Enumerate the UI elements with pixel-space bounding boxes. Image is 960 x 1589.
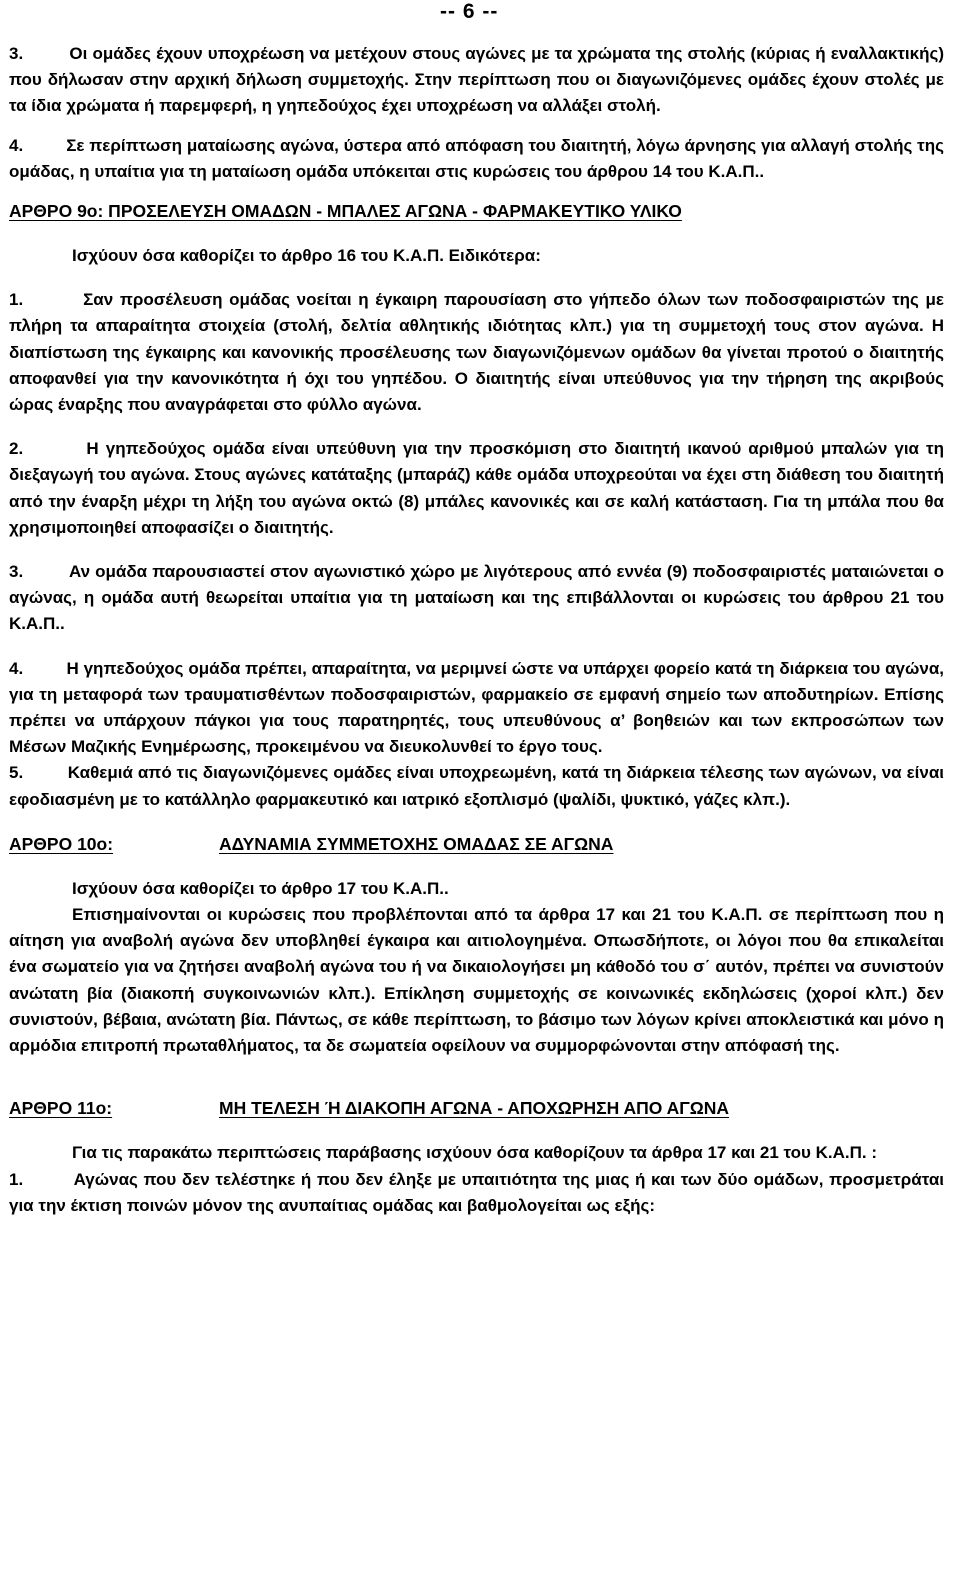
article-11-heading [9,1095,944,1122]
article-11-title: ΜΗ ΤΕΛΕΣΗ Ή ΔΙΑΚΟΠΗ ΑΓΩΝΑ - ΑΠΟΧΩΡΗΣΗ ΑΠΟ ΑΓΩΝΑ [219,1098,730,1119]
page-number: -- 6 -- [440,0,499,23]
article-9-item-2: 2. Η γηπεδούχος ομάδα είναι υπεύθυνη για την προσκόμιση στο διαιτητή ικανού αριθμού μπαλών για τη διεξαγωγή του αγώνα. Στους αγώνες κατάταξης (μπαράζ) κάθε ομάδα υποχρεούται να έχει στη διάθεση του διαιτητή από την έναρξη μέχρι τη λήξη του αγώνα οκτώ (8) μπάλες κανονικές και σε καλή κατάσταση. Για τη μπάλα που θα χρησιμοποιηθεί αποφασίζει ο διαιτητής. [9,439,944,537]
article-9-item-1: 1. Σαν προσέλευση ομάδας νοείται η έγκαιρη παρουσίαση στο γήπεδο όλων των ποδοσφαιριστών της με πλήρη τα απαραίτητα στοιχεία (στολή, δελτία αθλητικής ιδιότητας κλπ.) για τη συμμετοχή τους στον αγώνα. Η διαπίστωση της έγκαιρης και κανονικής προσέλευσης των διαγωνιζόμενων ομάδων θα γίνεται προτού ο διαιτητής αποφανθεί για την κανονικότητα ή όχι του γηπέδου. Ο διαιτητής είναι υπεύθυνος για την τήρηση της ακριβούς ώρας έναρξης που αναγράφεται στο φύλλο αγώνα. [9,290,944,415]
document-body [9,41,944,1219]
article-9-title: ΑΡΘΡΟ 9ο: ΠΡΟΣΕΛΕΥΣΗ ΟΜΑΔΩΝ - ΜΠΑΛΕΣ ΑΓΩΝΑ - ΦΑΡΜΑΚΕΥΤΙΚΟ ΥΛΙΚΟ [9,201,682,222]
article-11-label: ΑΡΘΡΟ 11ο: [9,1098,113,1119]
article-9-heading [9,198,944,225]
article-9-intro: Ισχύουν όσα καθορίζει το άρθρο 16 του Κ.Α.Π. Ειδικότερα: [72,246,541,266]
paragraph-3: 3. Οι ομάδες έχουν υποχρέωση να μετέχουν στους αγώνες με τα χρώματα της στολής (κύριας ή εναλλακτικής) που δήλωσαν στην αρχική δήλωση συμμετοχής. Στην περίπτωση που οι διαγωνιζόμενες ομάδες έχουν στολές με τα ίδια χρώματα ή παρεμφερή, η γηπεδούχος έχει υποχρέωση να αλλάξει στολή. [9,44,944,116]
paragraph-4: 4. Σε περίπτωση ματαίωσης αγώνα, ύστερα από απόφαση του διαιτητή, λόγω άρνησης για αλλαγή στολής της ομάδας, η υπαίτια για τη ματαίωση ομάδα υπόκειται στις κυρώσεις του άρθρου 14 του Κ.Α.Π.. [9,135,944,181]
article-9-item-3: 3. Αν ομάδα παρουσιαστεί στον αγωνιστικό χώρο με λιγότερους από εννέα (9) ποδοσφαιριστές ματαιώνεται ο αγώνας, η ομάδα αυτή θεωρείται υπαίτια για τη ματαίωση και της επιβάλλονται οι κυρώσεις του άρθρου 21 του Κ.Α.Π.. [9,562,944,634]
article-9-item-5: 5. Καθεμιά από τις διαγωνιζόμενες ομάδες είναι υποχρεωμένη, κατά τη διάρκεια τέλεσης των αγώνων, να είναι εφοδιασμένη με το κατάλληλο φαρμακευτικό και ιατρικό εξοπλισμό (ψαλίδι, ψυκτικό, γάζες κλπ.). [9,763,944,809]
article-10-body: Επισημαίνονται οι κυρώσεις που προβλέπονται από τα άρθρα 17 και 21 του Κ.Α.Π. σε περίπτωση που η αίτηση για αναβολή αγώνα δεν υποβληθεί έγκαιρα και αιτιολογημένα. Οπωσδήποτε, οι λόγοι που θα επικαλείται ένα σωματείο για να ζητήσει αναβολή αγώνα του ή να δικαιολογήσει μη κάθοδό του σ΄ αυτόν, πρέπει να συνιστούν ανώτατη βία (διακοπή συγκοινωνιών κλπ.). Επίκληση συμμετοχής σε κοινωνικές εκδηλώσεις (χοροί κλπ.) δεν συνιστούν, βέβαια, ανώτατη βία. Πάντως, σε κάθε περίπτωση, το βάσιμο των λόγων κρίνει αποκλειστικά και μόνο η αρμόδια επιτροπή πρωταθλήματος, τα δε σωματεία οφείλουν να συμμορφώνονται στην απόφασή της. [9,905,944,1056]
article-11-intro: Για τις παρακάτω περιπτώσεις παράβασης ισχύουν όσα καθορίζουν τα άρθρα 17 και 21 του Κ.Α.Π. : [72,1143,878,1163]
article-10-heading [9,831,944,858]
article-10-label: ΑΡΘΡΟ 10ο: [9,833,114,854]
article-9-item-4: 4. Η γηπεδούχος ομάδα πρέπει, απαραίτητα, να μεριμνεί ώστε να υπάρχει φορείο κατά τη διάρκεια του αγώνα, για τη μεταφορά των τραυματισθέντων ποδοσφαιριστών, φαρμακείο σε εμφανή σημείο των αποδυτηρίων. Επίσης πρέπει να υπάρχουν πάγκοι για τους παρατηρητές, τους υπευθύνους α’ βοηθειών και των εκπροσώπων των Μέσων Μαζικής Ενημέρωσης, προκειμένου να διευκολυνθεί το έργο τους. [9,658,944,757]
article-10-title: ΑΔΥΝΑΜΙΑ ΣΥΜΜΕΤΟΧΗΣ ΟΜΑΔΑΣ ΣΕ ΑΓΩΝΑ [219,833,614,854]
article-10-intro: Ισχύουν όσα καθορίζει το άρθρο 17 του Κ.Α.Π.. [72,878,449,898]
article-11-item-1: 1. Αγώνας που δεν τελέστηκε ή που δεν έληξε με υπαιτιότητα της μιας ή και των δύο ομάδων, προσμετράται για την έκτιση ποινών μόνον της ανυπαίτιας ομάδας και βαθμολογείται ως εξής: [9,1169,944,1215]
